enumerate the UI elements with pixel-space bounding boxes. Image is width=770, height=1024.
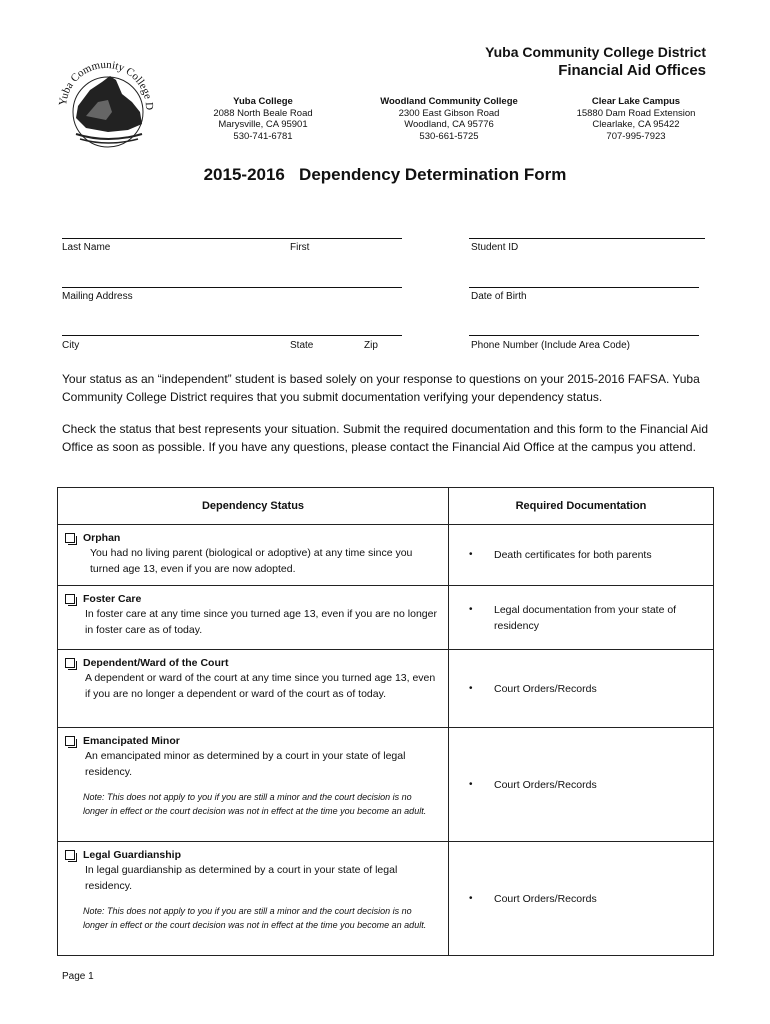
campus-phone: 530-661-5725 <box>419 130 479 142</box>
campus-clearlake <box>551 96 721 142</box>
bullet-icon: • <box>469 682 473 694</box>
checkbox[interactable] <box>65 533 75 543</box>
required-doc: Court Orders/Records <box>494 682 597 695</box>
table-row <box>58 586 714 650</box>
page-number: Page 1 <box>62 971 94 982</box>
status-label: Dependent/Ward of the Court <box>83 657 229 669</box>
required-doc: Death certificates for both parents <box>494 549 652 561</box>
date-of-birth-field-line[interactable] <box>469 287 699 288</box>
status-column-header: Dependency Status <box>58 488 449 525</box>
campus-city: Clearlake, CA 95422 <box>592 119 680 130</box>
campus-address: 15880 Dam Road Extension <box>576 107 696 119</box>
campus-name: Clear Lake Campus <box>591 96 681 107</box>
ward-of-court-checkbox-option[interactable] <box>65 657 438 669</box>
student-id-label: Student ID <box>471 242 519 253</box>
mailing-address-label: Mailing Address <box>62 291 133 302</box>
checkbox[interactable] <box>65 850 75 860</box>
campus-city: Marysville, CA 95901 <box>218 119 308 130</box>
bullet-icon: • <box>469 603 473 615</box>
emancipated-minor-checkbox-option[interactable] <box>65 735 438 747</box>
state-label: State <box>290 340 314 351</box>
checkbox[interactable] <box>65 658 75 668</box>
status-description: An emancipated minor as determined by a court in your state of legal residency. <box>85 750 406 778</box>
status-description: In foster care at any time since you turned age 13, even if you are no longer in foster care as of today. <box>85 608 437 636</box>
date-of-birth-label: Date of Birth <box>471 291 527 302</box>
campus-name: Yuba College <box>233 96 293 107</box>
city-label: City <box>62 340 80 351</box>
foster-care-checkbox-option[interactable] <box>65 593 438 605</box>
campus-address: 2300 East Gibson Road <box>398 107 500 119</box>
district-name: Yuba Community College District <box>485 44 706 60</box>
district-logo <box>50 46 162 158</box>
table-row <box>58 842 714 956</box>
status-note: Note: This does not apply to you if you are still a minor and the court decision is no longer in effect or the court decision was not in effect at the time you become an adult. <box>83 792 427 816</box>
intro-paragraph: Your status as an “independent” student is based solely on your response to questions on your 2015-2016 FAFSA. Yuba Community College District requires that you submit documentation verifying your dependency status. <box>62 372 700 404</box>
logo-text: Yuba Community College D <box>56 58 156 111</box>
form-title: 2015-2016 Dependency Determination Form <box>203 165 567 184</box>
status-label: Emancipated Minor <box>83 735 180 747</box>
campus-address: 2088 North Beale Road <box>213 107 313 119</box>
status-note: Note: This does not apply to you if you are still a minor and the court decision is no longer in effect or the court decision was not in effect at the time you become an adult. <box>83 906 427 930</box>
required-doc: Court Orders/Records <box>494 778 597 791</box>
last-name-label: Last Name <box>62 242 111 253</box>
status-label: Foster Care <box>83 593 142 605</box>
student-id-field-line[interactable] <box>469 238 705 239</box>
campus-city: Woodland, CA 95776 <box>404 119 494 130</box>
status-label: Orphan <box>83 532 121 544</box>
campus-yuba <box>178 96 348 142</box>
bullet-icon: • <box>469 549 473 560</box>
orphan-checkbox-option[interactable] <box>65 532 438 544</box>
table-header-row <box>58 488 714 525</box>
name-field-line[interactable] <box>62 238 402 239</box>
phone-field-line[interactable] <box>469 335 699 336</box>
campus-phone: 707-995-7923 <box>606 130 666 142</box>
city-state-zip-field-line[interactable] <box>62 335 402 336</box>
zip-label: Zip <box>364 340 378 351</box>
legal-guardianship-checkbox-option[interactable] <box>65 849 438 861</box>
campus-name: Woodland Community College <box>380 96 518 107</box>
bullet-icon: • <box>469 892 473 904</box>
checkbox[interactable] <box>65 594 75 604</box>
status-label: Legal Guardianship <box>83 849 182 861</box>
required-doc: Legal documentation from your state of residency <box>494 603 677 632</box>
required-doc: Court Orders/Records <box>494 892 597 905</box>
campus-phone: 530-741-6781 <box>233 130 293 142</box>
documentation-column-header: Required Documentation <box>449 488 714 525</box>
bullet-icon: • <box>469 778 473 790</box>
checkbox[interactable] <box>65 736 75 746</box>
first-name-label: First <box>290 242 310 253</box>
header <box>485 44 706 79</box>
mailing-address-field-line[interactable] <box>62 287 402 288</box>
table-row <box>58 728 714 842</box>
status-description: In legal guardianship as determined by a court in your state of legal residency. <box>85 864 398 892</box>
status-description: A dependent or ward of the court at any time since you turned age 13, even if you are no longer a dependent or ward of the court as of today. <box>85 672 436 700</box>
table-row <box>58 525 714 586</box>
offices-title: Financial Aid Offices <box>558 62 706 79</box>
table-row <box>58 650 714 728</box>
campus-woodland <box>364 96 534 142</box>
dependency-table <box>57 487 714 956</box>
status-description: You had no living parent (biological or adoptive) at any time since you turned age 13, even if you are now adopted. <box>90 547 413 575</box>
instructions-paragraph: Check the status that best represents your situation. Submit the required documentation and this form to the Financial Aid Office as soon as possible. If you have any questions, please contact the Financial Aid Office at the campus you attend. <box>62 422 708 454</box>
phone-label: Phone Number (Include Area Code) <box>471 340 630 351</box>
